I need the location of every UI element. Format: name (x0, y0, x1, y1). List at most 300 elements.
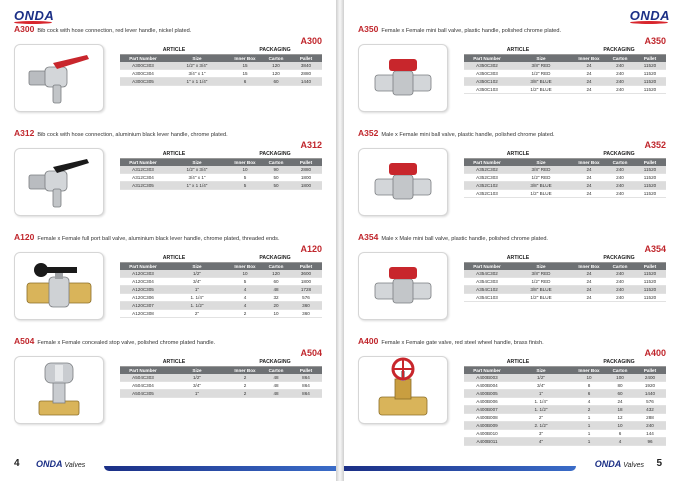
cell-pallet: 11520 (643, 87, 657, 92)
cell-inner-box: 4 (243, 303, 247, 308)
table-row (120, 70, 322, 78)
cell-part-number: A352C102 (476, 183, 498, 188)
product-description: Female x Female mini ball valve, plastic handle, polished chrome plated. (381, 28, 562, 34)
cell-inner-box: 24 (586, 71, 592, 76)
product-section-a354 (344, 228, 680, 326)
packaging-label: PACKAGING (259, 47, 291, 53)
cell-inner-box: 24 (586, 271, 592, 276)
cell-part-number: A352C303 (476, 175, 498, 180)
cell-pallet: 1440 (644, 391, 656, 396)
packaging-label: PACKAGING (603, 255, 635, 261)
cell-size: 1. 1/2" (190, 303, 204, 308)
table-row (464, 374, 666, 382)
footer-brand: ONDA Valves (594, 459, 644, 469)
article-label: ARTICLE (506, 151, 530, 157)
cell-pallet: 576 (646, 399, 654, 404)
cell-size: 3/8" BLUE (530, 79, 552, 84)
product-headline (358, 232, 666, 242)
cell-size: 1/2" RED (531, 175, 551, 180)
cell-size: 3/8" RED (531, 271, 551, 276)
cell-part-number: A504C305 (132, 391, 154, 396)
cell-carton: 80 (617, 383, 623, 388)
cell-size: 1. 1/4" (534, 399, 548, 404)
product-section-a352 (344, 124, 680, 222)
cell-pallet: 1920 (644, 383, 656, 388)
cell-part-number: A350C103 (476, 87, 498, 92)
cell-inner-box: 10 (242, 271, 248, 276)
header-part-number: Part Number (129, 160, 157, 165)
cell-pallet: 1800 (300, 175, 312, 180)
cell-pallet: 11520 (643, 175, 657, 180)
cell-inner-box: 5 (243, 183, 247, 188)
product-code: A350 (358, 24, 379, 34)
cell-part-number: A120C307 (132, 303, 154, 308)
cell-size: 3/8" RED (531, 63, 551, 68)
onda-logo: ONDA (14, 8, 55, 23)
table-header (464, 159, 666, 166)
cell-pallet: 144 (646, 431, 654, 436)
cell-inner-box: 2 (587, 407, 591, 412)
cell-carton: 4 (618, 439, 622, 444)
header-carton: Carton (268, 264, 284, 269)
cell-pallet: 3600 (300, 271, 312, 276)
cell-pallet: 3840 (300, 63, 312, 68)
cell-carton: 240 (616, 295, 624, 300)
cell-pallet: 1728 (300, 287, 312, 292)
cell-part-number: A504C303 (132, 375, 154, 380)
header-inner-box: Inner Box (234, 264, 256, 269)
cell-size: 1/2" BLUE (530, 191, 552, 196)
table-row (464, 190, 666, 198)
header-carton: Carton (612, 264, 628, 269)
cell-pallet: 11520 (643, 287, 657, 292)
table-header (120, 159, 322, 166)
table-row (464, 166, 666, 174)
cell-pallet: 360 (302, 303, 310, 308)
table-row (120, 278, 322, 286)
article-label: ARTICLE (162, 151, 186, 157)
table-row (120, 374, 322, 382)
cell-part-number: A350C303 (476, 71, 498, 76)
cell-pallet: 11520 (643, 183, 657, 188)
product-description: Bib cock with hose connection, red lever handle, nickel plated. (37, 28, 192, 34)
table-row (464, 438, 666, 446)
packaging-table (120, 46, 322, 86)
packaging-table (120, 150, 322, 190)
page-number: 4 (14, 458, 20, 469)
product-photo (358, 252, 448, 320)
cell-size: 2. 1/2" (534, 423, 548, 428)
table-row (120, 270, 322, 278)
footer-band (344, 466, 576, 471)
valve-illustration (15, 253, 103, 319)
cell-pallet: 11520 (643, 295, 657, 300)
product-code: A120 (14, 232, 35, 242)
valve-illustration (15, 149, 103, 215)
table-row (464, 70, 666, 78)
table-row (120, 286, 322, 294)
cell-pallet: 11520 (643, 191, 657, 196)
product-headline (358, 24, 666, 34)
cell-size: 2" (538, 415, 544, 420)
header-inner-box: Inner Box (234, 160, 256, 165)
table-row (120, 294, 322, 302)
cell-size: 1/2" (192, 375, 202, 380)
cell-pallet: 864 (302, 375, 310, 380)
header-size: Size (192, 160, 202, 165)
header-part-number: Part Number (473, 160, 501, 165)
cell-pallet: 288 (646, 415, 654, 420)
product-headline (14, 232, 322, 242)
cell-inner-box: 24 (586, 87, 592, 92)
cell-carton: 60 (273, 79, 279, 84)
cell-pallet: 360 (302, 311, 310, 316)
cell-carton: 240 (616, 191, 624, 196)
cell-carton: 100 (616, 375, 624, 380)
header-carton: Carton (268, 160, 284, 165)
cell-carton: 48 (273, 391, 279, 396)
header-pallet: Pallet (643, 160, 657, 165)
cell-carton: 240 (616, 167, 624, 172)
cell-part-number: A354C302 (476, 271, 498, 276)
cell-carton: 240 (616, 63, 624, 68)
table-row (464, 286, 666, 294)
cell-carton: 48 (273, 287, 279, 292)
cell-part-number: A400B009 (476, 423, 498, 428)
cell-part-number: A352C302 (476, 167, 498, 172)
cell-part-number: A120C303 (132, 271, 154, 276)
cell-part-number: A400B003 (476, 375, 498, 380)
footer-brand: ONDA Valves (36, 459, 86, 469)
cell-part-number: A120C304 (132, 279, 154, 284)
packaging-table (464, 254, 666, 302)
product-code-tag: A352 (644, 140, 666, 150)
cell-carton: 20 (273, 303, 279, 308)
cell-size: 1/2" x 3/4" (186, 63, 208, 68)
product-description: Female x Female concealed stop valve, polished chrome plated handle. (37, 340, 216, 346)
packaging-label: PACKAGING (603, 47, 635, 53)
header-pallet: Pallet (643, 368, 657, 373)
product-code-tag: A312 (300, 140, 322, 150)
cell-size: 3/8" BLUE (530, 287, 552, 292)
cell-pallet: 11520 (643, 79, 657, 84)
header-part-number: Part Number (129, 56, 157, 61)
cell-carton: 32 (273, 295, 279, 300)
article-label: ARTICLE (506, 255, 530, 261)
table-row (120, 166, 322, 174)
left-page (0, 0, 336, 481)
cell-pallet: 864 (302, 391, 310, 396)
product-section-a312 (0, 124, 336, 222)
table-row (464, 86, 666, 94)
table-header (120, 367, 322, 374)
cell-pallet: 576 (302, 295, 310, 300)
cell-size: 3/4" (192, 279, 202, 284)
cell-part-number: A350C302 (476, 63, 498, 68)
product-code: A352 (358, 128, 379, 138)
cell-inner-box: 15 (242, 71, 248, 76)
product-headline (14, 24, 322, 34)
table-caption (464, 254, 666, 263)
cell-inner-box: 24 (586, 191, 592, 196)
product-headline (14, 336, 322, 346)
product-photo (14, 44, 104, 112)
header-pallet: Pallet (299, 264, 313, 269)
table-row (464, 78, 666, 86)
cell-size: 4" (538, 439, 544, 444)
cell-part-number: A400B005 (476, 391, 498, 396)
product-headline (358, 128, 666, 138)
packaging-label: PACKAGING (603, 359, 635, 365)
header-size: Size (536, 56, 546, 61)
table-caption (120, 358, 322, 367)
table-row (464, 278, 666, 286)
header-part-number: Part Number (129, 368, 157, 373)
cell-carton: 50 (273, 183, 279, 188)
table-caption (120, 254, 322, 263)
product-description: Female x Female full port ball valve, aluminium black lever handle, chrome plated, threaded ends. (37, 236, 280, 242)
product-photo (358, 148, 448, 216)
packaging-label: PACKAGING (603, 151, 635, 157)
article-label: ARTICLE (506, 359, 530, 365)
onda-logo: ONDA (629, 8, 670, 23)
header-inner-box: Inner Box (578, 264, 600, 269)
cell-part-number: A120C308 (132, 311, 154, 316)
cell-inner-box: 24 (586, 183, 592, 188)
header-pallet: Pallet (299, 56, 313, 61)
packaging-table (120, 254, 322, 318)
valve-illustration (359, 149, 447, 215)
product-code: A400 (358, 336, 379, 346)
header-inner-box: Inner Box (234, 56, 256, 61)
header-size: Size (536, 160, 546, 165)
table-row (464, 406, 666, 414)
cell-size: 1. 1/2" (534, 407, 548, 412)
table-row (464, 390, 666, 398)
product-photo (358, 356, 448, 424)
cell-pallet: 432 (646, 407, 654, 412)
cell-inner-box: 8 (587, 383, 591, 388)
valve-illustration (15, 357, 103, 423)
table-row (120, 310, 322, 318)
table-caption (464, 358, 666, 367)
cell-carton: 120 (272, 63, 280, 68)
cell-pallet: 240 (646, 423, 654, 428)
cell-inner-box: 2 (243, 311, 247, 316)
table-caption (120, 46, 322, 55)
product-photo (14, 148, 104, 216)
cell-carton: 24 (617, 399, 623, 404)
cell-pallet: 11520 (643, 279, 657, 284)
cell-part-number: A352C103 (476, 191, 498, 196)
cell-inner-box: 1 (587, 439, 591, 444)
valve-illustration (359, 357, 447, 423)
valve-illustration (359, 45, 447, 111)
cell-inner-box: 24 (586, 287, 592, 292)
table-row (120, 302, 322, 310)
cell-carton: 240 (616, 279, 624, 284)
cell-size: 3/4" x 1" (188, 71, 206, 76)
packaging-label: PACKAGING (259, 151, 291, 157)
cell-carton: 240 (616, 175, 624, 180)
table-caption (464, 46, 666, 55)
table-row (120, 174, 322, 182)
page-number: 5 (656, 458, 662, 469)
product-description: Male x Female mini ball valve, plastic handle, polished chrome plated. (381, 132, 555, 138)
header-inner-box: Inner Box (578, 160, 600, 165)
product-section-a350 (344, 20, 680, 118)
product-headline (14, 128, 322, 138)
cell-inner-box: 5 (243, 175, 247, 180)
cell-inner-box: 6 (243, 79, 247, 84)
cell-inner-box: 24 (586, 175, 592, 180)
header-pallet: Pallet (643, 56, 657, 61)
cell-size: 2" (194, 311, 200, 316)
cell-carton: 240 (616, 287, 624, 292)
footer-right (344, 455, 680, 471)
cell-inner-box: 5 (243, 279, 247, 284)
cell-part-number: A350C102 (476, 79, 498, 84)
packaging-table (464, 358, 666, 446)
cell-part-number: A120C305 (132, 287, 154, 292)
cell-inner-box: 24 (586, 167, 592, 172)
product-photo (14, 252, 104, 320)
cell-size: 3/8" RED (531, 167, 551, 172)
cell-size: 3/8" BLUE (530, 183, 552, 188)
cell-carton: 240 (616, 183, 624, 188)
article-label: ARTICLE (162, 359, 186, 365)
header-pallet: Pallet (643, 264, 657, 269)
table-row (464, 430, 666, 438)
table-caption (464, 150, 666, 159)
valve-illustration (15, 45, 103, 111)
page-gutter (336, 0, 344, 481)
cell-size: 3" (538, 431, 544, 436)
header-inner-box: Inner Box (578, 56, 600, 61)
cell-pallet: 2400 (644, 375, 656, 380)
cell-inner-box: 4 (243, 287, 247, 292)
cell-pallet: 11520 (643, 167, 657, 172)
footer-band (104, 466, 336, 471)
table-row (464, 174, 666, 182)
cell-size: 1" (194, 391, 200, 396)
packaging-table (464, 150, 666, 198)
product-code: A300 (14, 24, 35, 34)
product-code: A504 (14, 336, 35, 346)
table-header (464, 263, 666, 270)
cell-inner-box: 1 (587, 423, 591, 428)
header-carton: Carton (268, 56, 284, 61)
cell-size: 1" x 1 1/4" (186, 183, 208, 188)
header-part-number: Part Number (473, 368, 501, 373)
header-pallet: Pallet (299, 368, 313, 373)
packaging-label: PACKAGING (259, 255, 291, 261)
product-description: Male x Male mini ball valve, plastic handle, polished chrome plated. (381, 236, 548, 242)
cell-carton: 10 (273, 311, 279, 316)
cell-inner-box: 10 (586, 375, 592, 380)
product-section-a400 (344, 332, 680, 444)
cell-inner-box: 2 (243, 375, 247, 380)
cell-size: 3/4" x 1" (188, 175, 206, 180)
table-row (464, 62, 666, 70)
table-caption (120, 150, 322, 159)
right-page (344, 0, 680, 481)
cell-inner-box: 10 (242, 167, 248, 172)
cell-pallet: 1440 (300, 79, 312, 84)
table-header (464, 55, 666, 62)
cell-inner-box: 4 (243, 295, 247, 300)
cell-part-number: A354C102 (476, 287, 498, 292)
table-row (464, 294, 666, 302)
valve-illustration (359, 253, 447, 319)
product-description: Bib cock with hose connection, aluminium black lever handle, chrome plated. (37, 132, 228, 138)
table-row (464, 422, 666, 430)
cell-carton: 18 (617, 407, 623, 412)
header-part-number: Part Number (473, 264, 501, 269)
cell-pallet: 1800 (300, 183, 312, 188)
table-row (120, 182, 322, 190)
cell-carton: 50 (273, 175, 279, 180)
header-size: Size (536, 368, 546, 373)
cell-size: 3/4" (536, 383, 546, 388)
cell-size: 1/2" (536, 375, 546, 380)
packaging-table (120, 358, 322, 398)
cell-size: 1/2" RED (531, 71, 551, 76)
article-label: ARTICLE (162, 255, 186, 261)
table-row (120, 382, 322, 390)
cell-size: 3/4" (192, 383, 202, 388)
header-inner-box: Inner Box (578, 368, 600, 373)
cell-carton: 240 (616, 79, 624, 84)
cell-part-number: A354C103 (476, 295, 498, 300)
product-code-tag: A350 (644, 36, 666, 46)
header-size: Size (192, 56, 202, 61)
cell-carton: 6 (618, 431, 622, 436)
cell-carton: 240 (616, 271, 624, 276)
cell-pallet: 1800 (300, 279, 312, 284)
cell-inner-box: 2 (243, 391, 247, 396)
header-size: Size (192, 264, 202, 269)
header-size: Size (536, 264, 546, 269)
cell-carton: 10 (617, 423, 623, 428)
table-row (464, 270, 666, 278)
cell-part-number: A400B004 (476, 383, 498, 388)
cell-inner-box: 24 (586, 295, 592, 300)
header-part-number: Part Number (129, 264, 157, 269)
cell-size: 1/2" x 3/4" (186, 167, 208, 172)
product-code-tag: A120 (300, 244, 322, 254)
cell-size: 1" (538, 391, 544, 396)
cell-pallet: 2880 (300, 71, 312, 76)
cell-part-number: A354C303 (476, 279, 498, 284)
cell-pallet: 11520 (643, 63, 657, 68)
cell-inner-box: 1 (587, 431, 591, 436)
cell-inner-box: 2 (243, 383, 247, 388)
table-row (120, 62, 322, 70)
packaging-label: PACKAGING (259, 359, 291, 365)
product-code-tag: A354 (644, 244, 666, 254)
cell-part-number: A300C305 (132, 79, 154, 84)
article-label: ARTICLE (162, 47, 186, 53)
cell-carton: 120 (272, 271, 280, 276)
product-code-tag: A300 (300, 36, 322, 46)
cell-size: 1" (194, 287, 200, 292)
cell-pallet: 11520 (643, 71, 657, 76)
cell-carton: 90 (273, 167, 279, 172)
cell-part-number: A400B006 (476, 399, 498, 404)
table-row (464, 382, 666, 390)
cell-carton: 12 (617, 415, 623, 420)
